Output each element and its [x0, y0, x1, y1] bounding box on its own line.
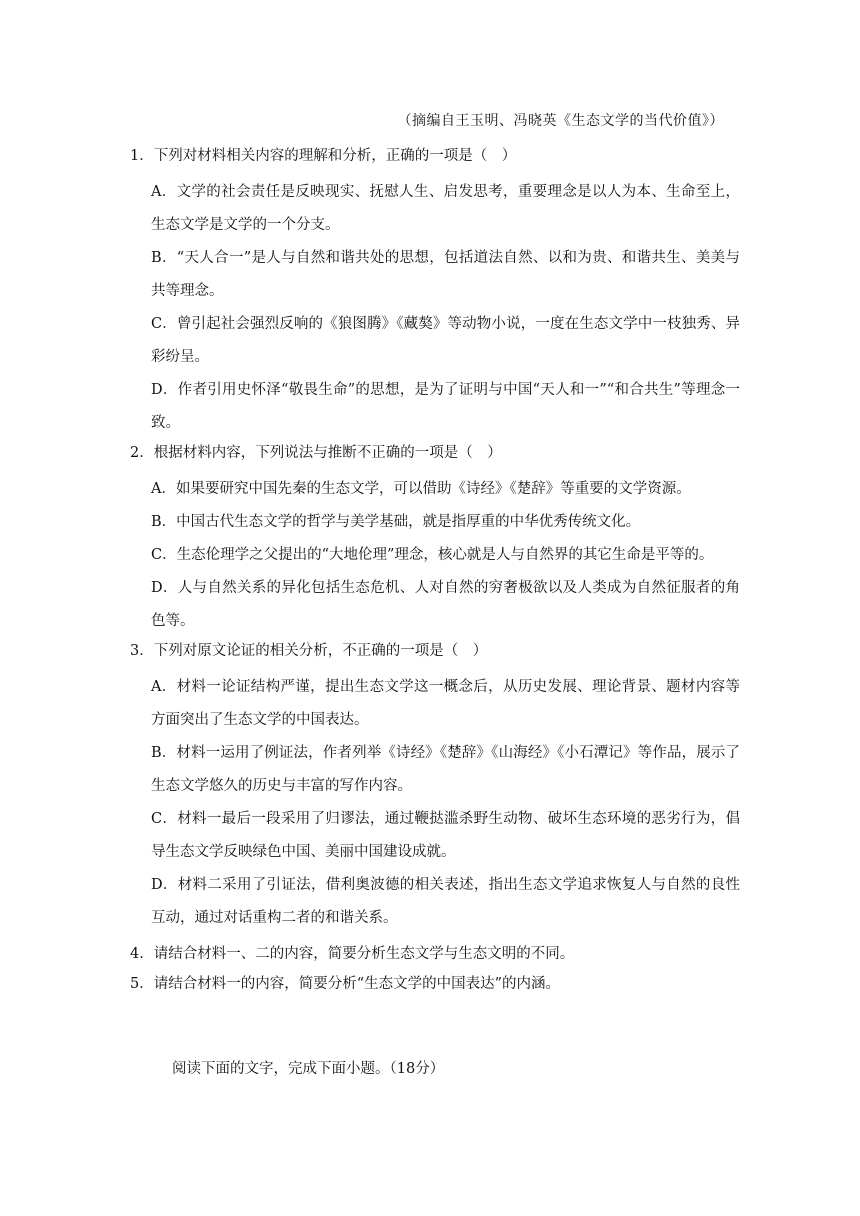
option-list [130, 473, 740, 638]
reading-section-intro: 阅读下面的文字，完成下面小题。（18分） [172, 1061, 445, 1077]
question-text: 下列对原文论证的相关分析，不正确的一项是（ ） [153, 643, 488, 659]
option-list [130, 671, 740, 935]
question-number: 5． [130, 976, 154, 992]
option-b: B．中国古代生态文学的哲学与美学基础，就是指厚重的中华优秀传统文化。 [151, 514, 641, 530]
question-text: 请结合材料一的内容，简要分析“生态文学的中国表达”的内涵。 [153, 976, 561, 992]
option-a: A．材料一论证结构严谨，提出生态文学这一概念后，从历史发展、理论背景、题材内容等方面突出了生态文学的中国表达。 [151, 679, 740, 728]
option-list [130, 176, 740, 440]
question-number: 2． [130, 445, 154, 461]
question-text: 根据材料内容，下列说法与推断不正确的一项是（ ） [153, 445, 502, 461]
source-citation: （摘编自王玉明、冯晓英《生态文学的当代价值》） [397, 113, 724, 129]
question-5 [130, 973, 740, 995]
option-d: D．作者引用史怀泽“敬畏生命”的思想，是为了证明与中国“天人和一”“和合共生”等理念一致。 [151, 382, 740, 431]
question-number: 1． [130, 148, 154, 164]
question-text: 下列对材料相关内容的理解和分析，正确的一项是（ ） [153, 148, 517, 164]
option-c: C．生态伦理学之父提出的“大地伦理”理念，核心就是人与自然界的其它生命是平等的。 [151, 547, 714, 563]
question-4 [130, 943, 740, 965]
question-stem [130, 145, 740, 167]
option-a: A．如果要研究中国先秦的生态文学，可以借助《诗经》《楚辞》等重要的文学资源。 [151, 481, 691, 497]
question-text: 请结合材料一、二的内容，简要分析生态文学与生态文明的不同。 [153, 946, 575, 962]
option-b: B．“天人合一”是人与自然和谐共处的思想，包括道法自然、以和为贵、和谐共生、美美与共等理念。 [151, 250, 740, 299]
option-d: D．材料二采用了引证法，借利奥波德的相关表述，指出生态文学追求恢复人与自然的良性互动，通过对话重构二者的和谐关系。 [151, 877, 740, 926]
option-c: C．材料一最后一段采用了归谬法，通过鞭挞滥杀野生动物、破坏生态环境的恶劣行为，倡导生态文学反映绿色中国、美丽中国建设成就。 [151, 811, 740, 860]
question-2 [130, 442, 740, 638]
question-list [130, 145, 740, 995]
question-number: 4． [130, 946, 154, 962]
option-d: D．人与自然关系的异化包括生态危机、人对自然的穷奢极欲以及人类成为自然征服者的角色等。 [151, 580, 740, 629]
question-3 [130, 640, 740, 935]
option-a: A．文学的社会责任是反映现实、抚慰人生、启发思考，重要理念是以人为本、生命至上，生态文学是文学的一个分支。 [151, 184, 740, 233]
question-stem [130, 640, 740, 662]
question-number: 3． [130, 643, 154, 659]
question-stem [130, 442, 740, 464]
option-c: C．曾引起社会强烈反响的《狼图腾》《藏獒》等动物小说，一度在生态文学中一枝独秀、异彩纷呈。 [151, 316, 740, 365]
question-1 [130, 145, 740, 440]
option-b: B．材料一运用了例证法，作者列举《诗经》《楚辞》《山海经》《小石潭记》等作品，展示了生态文学悠久的历史与丰富的写作内容。 [151, 745, 740, 794]
